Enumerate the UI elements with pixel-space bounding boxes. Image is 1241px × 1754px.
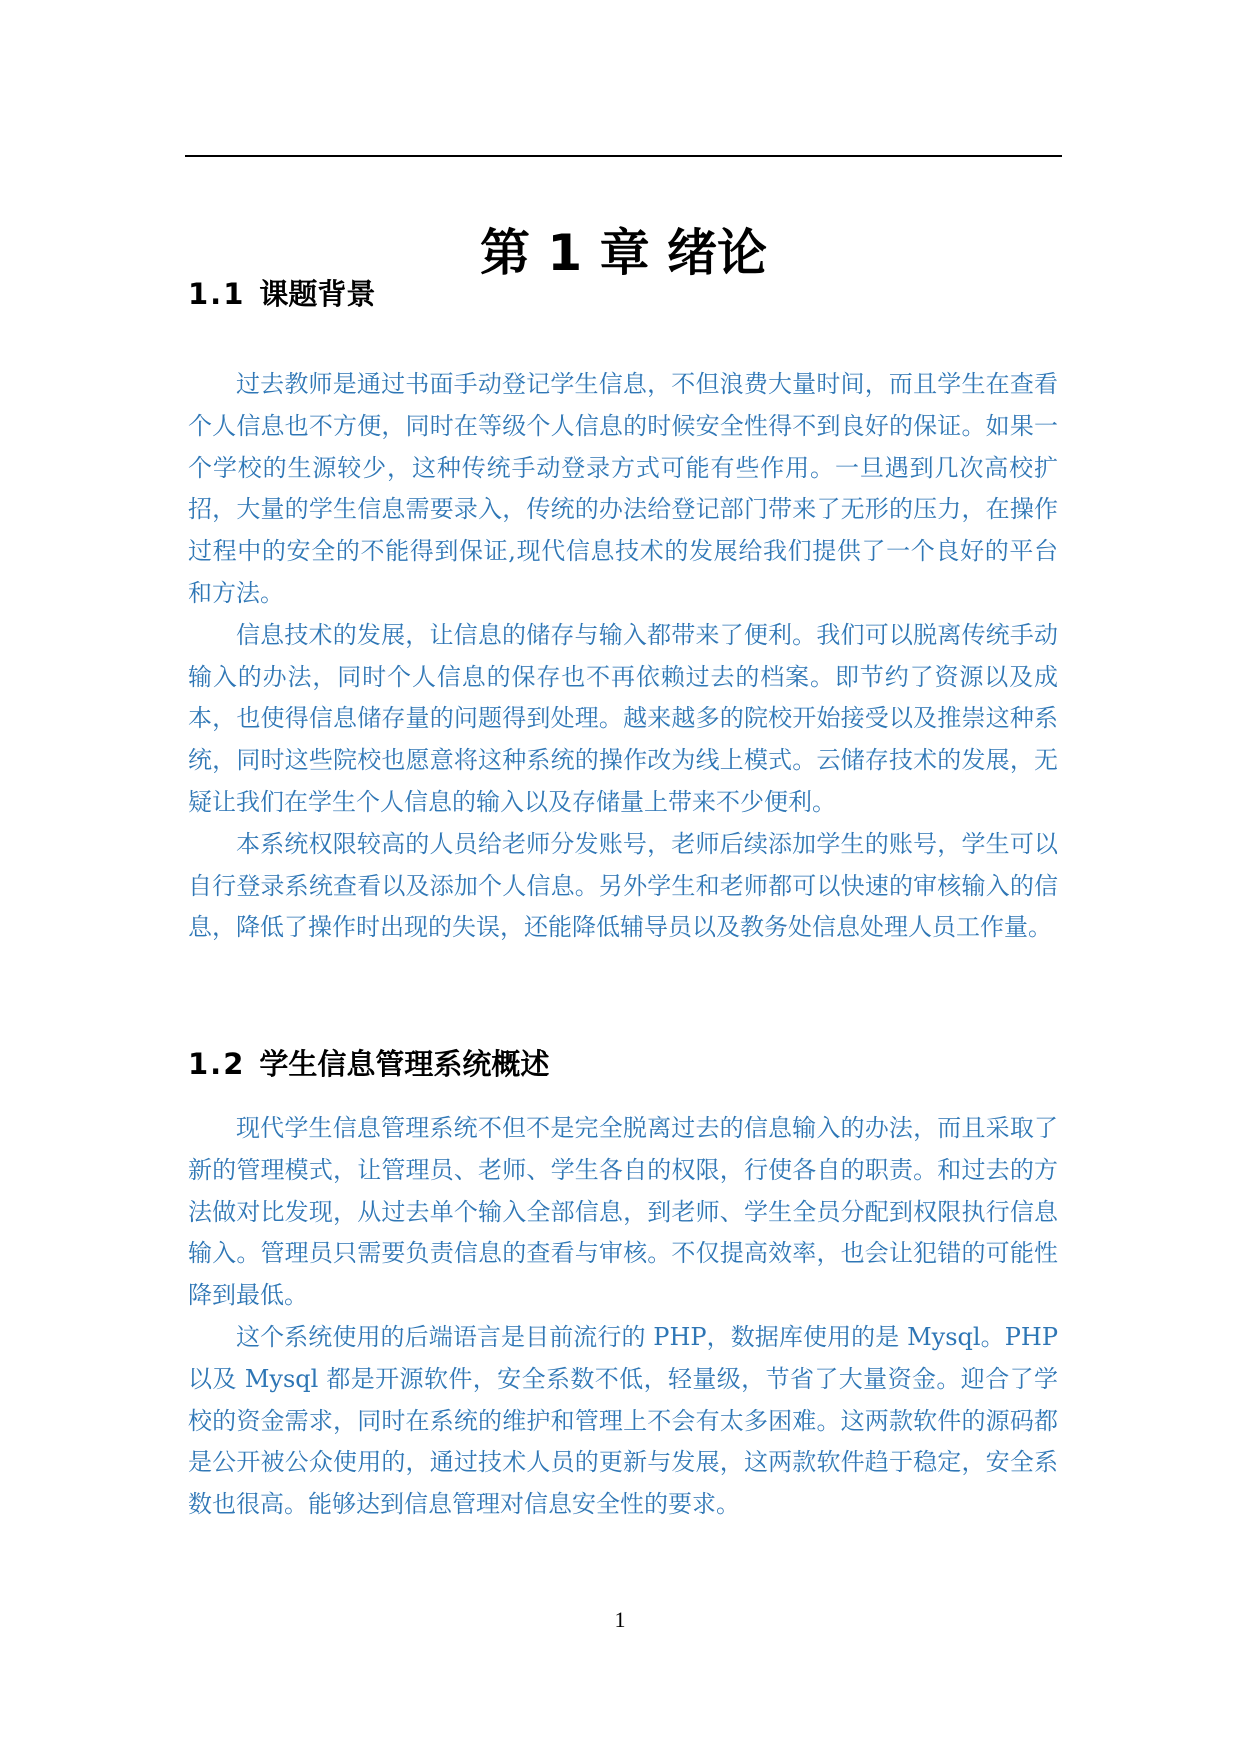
header-rule [185, 155, 1062, 157]
chapter-title: 第 1 章 绪论 [479, 224, 767, 282]
section-heading-1-2 [188, 1044, 1065, 1084]
section-title: 课题背景 [259, 277, 376, 311]
paragraph: 现代学生信息管理系统不但不是完全脱离过去的信息输入的办法，而且采取了新的管理模式，让管理员、老师、学生各自的权限，行使各自的职责。和过去的方法做对比发现，从过去单个输入全部信息，到老师、学生全员分配到权限执行信息输入。管理员只需要负责信息的查看与审核。不仅提高效率，也会让犯错的可能性降到最低。 [188, 1114, 1058, 1310]
paragraph: 本系统权限较高的人员给老师分发账号，老师后续添加学生的账号，学生可以自行登录系统查看以及添加个人信息。另外学生和老师都可以快速的审核输入的信息，降低了操作时出现的失误，还能降低辅导员以及教务处信息处理人员工作量。 [188, 829, 1058, 942]
paragraph: 过去教师是通过书面手动登记学生信息，不但浪费大量时间，而且学生在查看个人信息也不方便，同时在等级个人信息的时候安全性得不到良好的保证。如果一个学校的生源较少，这种传统手动登录方式可能有些作用。一旦遇到几次高校扩招，大量的学生信息需要录入，传统的办法给登记部门带来了无形的压力，在操作过程中的安全的不能得到保证,现代信息技术的发展给我们提供了一个良好的平台和方法。 [188, 370, 1058, 607]
section-body-1-1 [188, 364, 1058, 949]
section-body-1-2 [188, 1108, 1058, 1526]
paragraph: 这个系统使用的后端语言是目前流行的 PHP，数据库使用的是 Mysql。PHP 以及 Mysql 都是开源软件，安全系数不低，轻量级，节省了大量资金。迎合了学校的资金需求，同时在系统的维护和管理上不会有太多困难。这两款软件的源码都是公开被公众使用的，通过技术人员的更新与发展，这两款软件趋于稳定，安全系数也很高。能够达到信息管理对信息安全性的要求。 [188, 1322, 1058, 1519]
paragraph: 信息技术的发展，让信息的储存与输入都带来了便利。我们可以脱离传统手动输入的办法，同时个人信息的保存也不再依赖过去的档案。即节约了资源以及成本，也使得信息储存量的问题得到处理。越来越多的院校开始接受以及推崇这种系统，同时这些院校也愿意将这种系统的操作改为线上模式。云储存技术的发展，无疑让我们在学生个人信息的输入以及存储量上带来不少便利。 [188, 620, 1058, 816]
section-title: 学生信息管理系统概述 [259, 1047, 550, 1081]
page-number: 1 [614, 1607, 626, 1632]
section-heading-1-1 [188, 274, 1065, 314]
section-number: 1.2 [188, 1047, 246, 1081]
section-number: 1.1 [188, 277, 246, 311]
